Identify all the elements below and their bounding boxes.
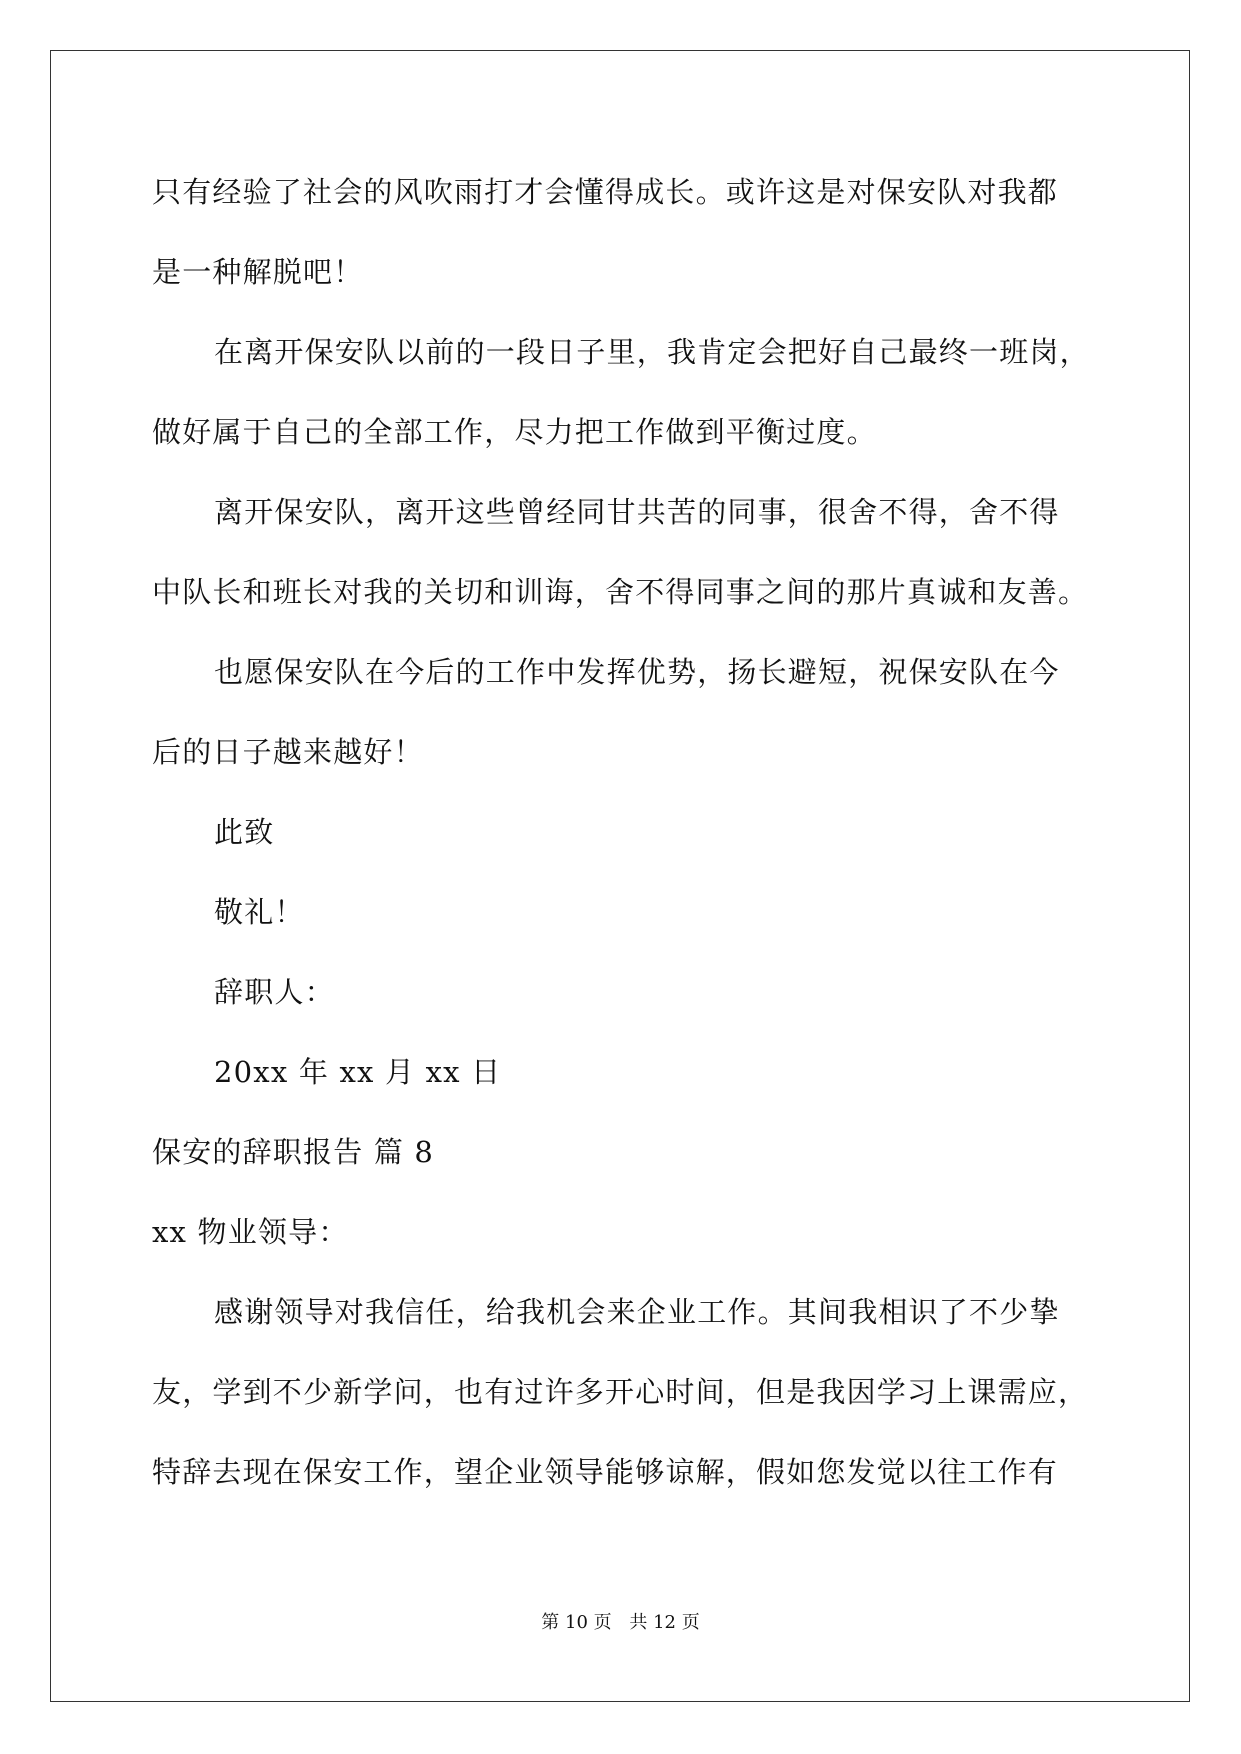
paragraph-line: 友，学到不少新学问，也有过许多开心时间，但是我因学习上课需应， bbox=[152, 1375, 1089, 1409]
paragraph-line: 只有经验了社会的风吹雨打才会懂得成长。或许这是对保安队对我都 bbox=[152, 175, 1059, 209]
paragraph-line: 也愿保安队在今后的工作中发挥优势，扬长避短，祝保安队在今 bbox=[214, 655, 1060, 689]
addressee-line: xx 物业领导： bbox=[152, 1215, 349, 1249]
page-footer bbox=[0, 1608, 1241, 1634]
page-total: 共 12 页 bbox=[629, 1612, 700, 1633]
paragraph-line: 特辞去现在保安工作，望企业领导能够谅解，假如您发觉以往工作有 bbox=[152, 1455, 1059, 1489]
paragraph-line: 做好属于自己的全部工作，尽力把工作做到平衡过度。 bbox=[152, 415, 877, 449]
paragraph-line: 感谢领导对我信任，给我机会来企业工作。其间我相识了不少挚 bbox=[214, 1295, 1060, 1329]
paragraph-line: 后的日子越来越好！ bbox=[152, 735, 424, 769]
salutation-line: 敬礼！ bbox=[214, 895, 305, 929]
date-line: 20xx 年 xx 月 xx 日 bbox=[214, 1055, 502, 1089]
salutation-line: 此致 bbox=[214, 815, 275, 849]
paragraph-line: 是一种解脱吧！ bbox=[152, 255, 364, 289]
page-number: 第 10 页 bbox=[541, 1612, 612, 1633]
paragraph-line: 中队长和班长对我的关切和训诲，舍不得同事之间的那片真诚和友善。 bbox=[152, 575, 1089, 609]
section-heading: 保安的辞职报告 篇 8 bbox=[152, 1135, 435, 1169]
paragraph-line: 在离开保安队以前的一段日子里，我肯定会把好自己最终一班岗， bbox=[214, 335, 1090, 369]
signature-line: 辞职人： bbox=[214, 975, 335, 1009]
paragraph-line: 离开保安队，离开这些曾经同甘共苦的同事，很舍不得，舍不得 bbox=[214, 495, 1060, 529]
